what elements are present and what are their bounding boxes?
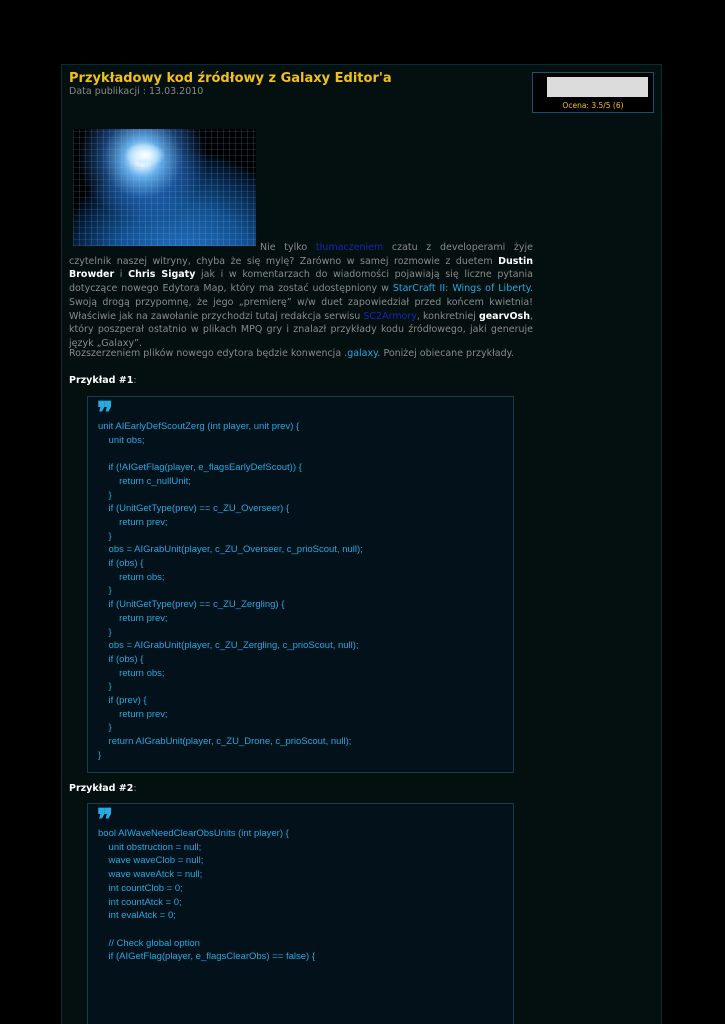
rating-text: Ocena: 3.5/5 (6) xyxy=(562,101,624,110)
intro-text: jak i w komentarzach do wiadomości pojawiają się liczne pytania dotyczące nowego Edytora Map, który ma zostać udostępniony w xyxy=(69,269,533,295)
globe-glow xyxy=(125,143,165,167)
intro-text: , który poszperał ostatnio w plikach MPQ gry i znalazł przykłady kodu źródłowego, jaki generuje język „Galaxy”. xyxy=(69,310,533,349)
example-1-label xyxy=(69,374,137,387)
code-block-2 xyxy=(87,803,514,1024)
article-title: Przykładowy kod źródłowy z Galaxy Editor'a xyxy=(69,71,392,86)
globe-grid xyxy=(73,129,256,246)
code-2: bool AIWaveNeedClearObsUnits (int player) { unit obstruction = null; wave waveClob = null; wave waveAtck = null; int countClob = 0; int countAtck = 0; int evalAtck = 0; // Check global option if (AIGetFlag(player, e_flagsClearObs) == false) { xyxy=(98,828,316,963)
extension-text: Rozszerzeniem plików nowego edytora będzie konwencja xyxy=(69,348,345,359)
rating-bar[interactable] xyxy=(547,77,648,97)
extension-paragraph xyxy=(69,347,514,360)
label-colon: : xyxy=(133,783,137,794)
label-colon: : xyxy=(133,375,137,386)
intro-paragraph xyxy=(69,241,533,351)
example-2-label xyxy=(69,782,137,795)
intro-text: czatu z developerami żyje czytelnik naszej witryny, chyba że się mylę? Zarówno w samej rozmowie z duetem xyxy=(69,242,533,267)
name-chris-sigaty: Chris Sigaty xyxy=(128,269,196,281)
code-1: unit AIEarlyDefScoutZerg (int player, unit prev) { unit obs; if (!AIGetFlag(player, e_flagsEarlyDefScout)) { return c_nullUnit; } if (UnitGetType(prev) == c_ZU_Overseer) { return prev; } obs = AIGrabUnit(player, c_ZU_Overseer, c_prioScout, null); if (obs) { return obs; } if (UnitGetType(prev) == c_ZU_Zergling) { return prev; } obs = AIGrabUnit(player, c_ZU_Zergling, c_prioScout, null); if (obs) { return obs; } if (prev) { return prev; } return AIGrabUnit(player, c_ZU_Drone, c_prioScout, null); } xyxy=(98,421,363,761)
code-block-1 xyxy=(87,396,514,773)
quote-icon: ❞ xyxy=(97,803,114,838)
intro-text: , konkretniej xyxy=(416,310,479,322)
translation-link[interactable]: tłumaczeniem xyxy=(315,242,384,253)
intro-text: i xyxy=(114,269,129,281)
example-2-heading: Przykład #2 xyxy=(69,783,134,794)
name-gearvosh: gearvOsh xyxy=(478,310,530,322)
example-1-heading: Przykład #1 xyxy=(69,375,134,386)
publication-date: Data publikacji : 13.03.2010 xyxy=(69,86,204,97)
starcraft-link[interactable]: StarCraft II: Wings of Liberty xyxy=(392,283,530,295)
sc2armory-link[interactable]: SC2Armory xyxy=(363,310,417,322)
intro-text: Nie tylko xyxy=(260,242,316,253)
name-dustin-browder: Dustin Browder xyxy=(69,255,533,281)
article-image xyxy=(73,129,256,246)
galaxy-extension-link[interactable]: .galaxy xyxy=(344,348,378,359)
rating-widget xyxy=(532,72,654,113)
extension-text: . Poniżej obiecane przykłady. xyxy=(377,348,514,359)
intro-text: . Swoją drogą przypomnę, że jego „premierę” w/w duet zapowiedział przed końcem kwietnia! Właściwie jak na zawołanie przychodzi tutaj redakcja serwisu xyxy=(69,283,534,322)
quote-icon: ❞ xyxy=(97,396,114,431)
